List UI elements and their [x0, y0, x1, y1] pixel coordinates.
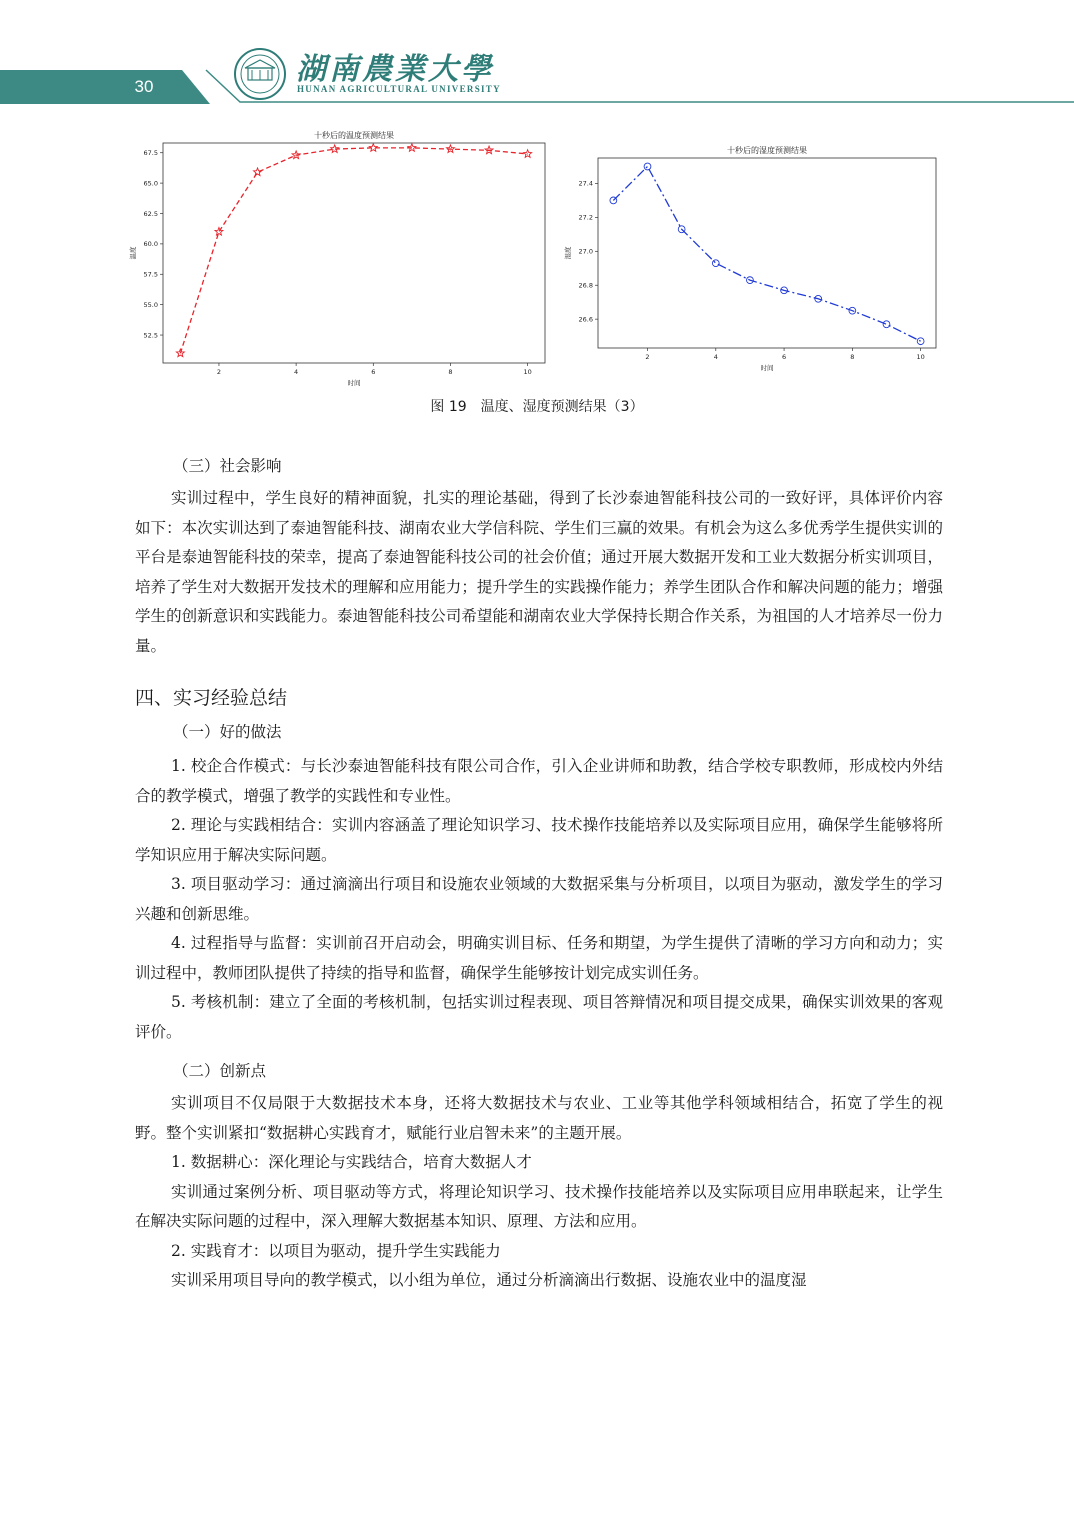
header-decoration [0, 0, 1074, 120]
y-axis-label: 湿度 [564, 246, 572, 260]
good-practices-list [135, 752, 943, 1047]
chart-title: 十秒后的湿度预测结果 [727, 146, 807, 155]
series-line [180, 148, 527, 353]
page-header [0, 0, 1074, 120]
y-axis-label: 温度 [129, 246, 137, 260]
x-tick-label: 2 [645, 353, 650, 361]
data-point [917, 338, 924, 345]
x-tick-label: 10 [916, 353, 925, 361]
university-logo-cn: 湖南農業大學 [296, 52, 494, 87]
section-3-heading: （三）社会影响 [173, 457, 282, 475]
y-tick-label: 55.0 [143, 300, 158, 309]
x-tick-label: 10 [523, 368, 532, 376]
data-point [369, 144, 377, 152]
list-item: 3. 项目驱动学习：通过滴滴出行项目和设施农业领域的大数据采集与分析项目，以项目为驱动，激发学生的学习兴趣和创新思维。 [135, 875, 943, 923]
x-axis-label: 时间 [347, 379, 361, 387]
series-line [613, 166, 920, 341]
plot-frame [598, 158, 936, 348]
data-point [254, 168, 262, 176]
x-tick-label: 8 [850, 353, 855, 361]
page-number: 30 [134, 77, 154, 96]
y-tick-label: 52.5 [143, 331, 158, 340]
list-item: 1. 校企合作模式：与长沙泰迪智能科技有限公司合作，引入企业讲师和助教，结合学校专职教师，形成校内外结合的教学模式，增强了教学的实践性和专业性。 [135, 757, 943, 805]
x-tick-label: 6 [371, 368, 376, 376]
main-content [135, 452, 943, 1296]
innovation-paragraph-2: 实训通过案例分析、项目驱动等方式，将理论知识学习、技术操作技能培养以及实际项目应用串联起来，让学生在解决实际问题的过程中，深入理解大数据基本知识、原理、方法和应用。 [135, 1182, 943, 1230]
list-item: 2. 理论与实践相结合：实训内容涵盖了理论知识学习、技术操作技能培养以及实际项目应用，确保学生能够将所学知识应用于解决实际问题。 [135, 816, 943, 864]
section-4-2-heading: （二）创新点 [173, 1062, 267, 1080]
temperature-chart [130, 124, 550, 394]
y-tick-label: 27.2 [578, 213, 593, 222]
list-item: 4. 过程指导与监督：实训前召开启动会，明确实训目标、任务和期望，为学生提供了清晰的学习方向和动力；实训过程中，教师团队提供了持续的指导和监督，确保学生能够按计划完成实训任务。 [135, 934, 943, 982]
x-tick-label: 4 [713, 353, 718, 361]
y-tick-label: 26.6 [578, 315, 593, 324]
humidity-chart [566, 142, 942, 378]
x-tick-label: 4 [294, 368, 299, 376]
y-tick-label: 67.5 [143, 149, 158, 158]
data-point [712, 260, 719, 267]
innovation-item-2: 2. 实践育才：以项目为驱动，提升学生实践能力 [171, 1241, 501, 1260]
innovation-paragraph-3: 实训采用项目导向的教学模式，以小组为单位，通过分析滴滴出行数据、设施农业中的温度湿 [171, 1271, 807, 1289]
section-3-paragraph: 实训过程中，学生良好的精神面貌，扎实的理论基础，得到了长沙泰迪智能科技公司的一致好评，具体评价内容如下：本次实训达到了泰迪智能科技、湖南农业大学信科院、学生们三赢的效果。有机会为这么多优秀学生提供实训的平台是泰迪智能科技的荣幸，提高了泰迪智能科技公司的社会价值；通过开展大数据开发和工业大数据分析实训项目，培养了学生对大数据开发技术的理解和应用能力；提升学生的实践操作能力；养学生团队合作和解决问题的能力；增强学生的创新意识和实践能力。泰迪智能科技公司希望能和湖南农业大学保持长期合作关系，为祖国的人才培养尽一份力量。 [135, 489, 943, 655]
y-tick-label: 57.5 [143, 270, 158, 279]
y-tick-label: 26.8 [578, 281, 593, 290]
data-point [215, 228, 223, 236]
plot-frame [163, 143, 545, 363]
data-point [883, 321, 890, 328]
list-item: 5. 考核机制：建立了全面的考核机制，包括实训过程表现、项目答辩情况和项目提交成果，确保实训效果的客观评价。 [135, 993, 943, 1041]
innovation-paragraph: 实训项目不仅局限于大数据技术本身，还将大数据技术与农业、工业等其他学科领域相结合，拓宽了学生的视野。整个实训紧扣“数据耕心实践育才，赋能行业启智未来”的主题开展。 [135, 1094, 943, 1142]
chart-title: 十秒后的温度预测结果 [314, 131, 394, 140]
y-tick-label: 65.0 [143, 179, 158, 188]
y-tick-label: 62.5 [143, 209, 158, 218]
y-tick-label: 60.0 [143, 240, 158, 249]
section-4-heading: 四、实习经验总结 [135, 687, 288, 709]
university-seal-icon [235, 49, 285, 99]
x-tick-label: 2 [216, 368, 222, 376]
y-tick-label: 27.0 [578, 247, 593, 256]
x-tick-label: 8 [448, 368, 453, 376]
figure-caption: 图 19 温度、湿度预测结果（3） [430, 399, 644, 415]
y-tick-label: 27.4 [578, 179, 593, 188]
x-axis-label: 时间 [760, 364, 774, 372]
innovation-item-1: 1. 数据耕心：深化理论与实践结合，培育大数据人才 [171, 1153, 532, 1171]
data-point [331, 145, 339, 153]
x-tick-label: 6 [782, 353, 787, 361]
university-logo-en: HUNAN AGRICULTURAL UNIVERSITY [297, 84, 501, 94]
section-4-1-heading: （一）好的做法 [173, 723, 282, 741]
data-point [644, 163, 651, 170]
